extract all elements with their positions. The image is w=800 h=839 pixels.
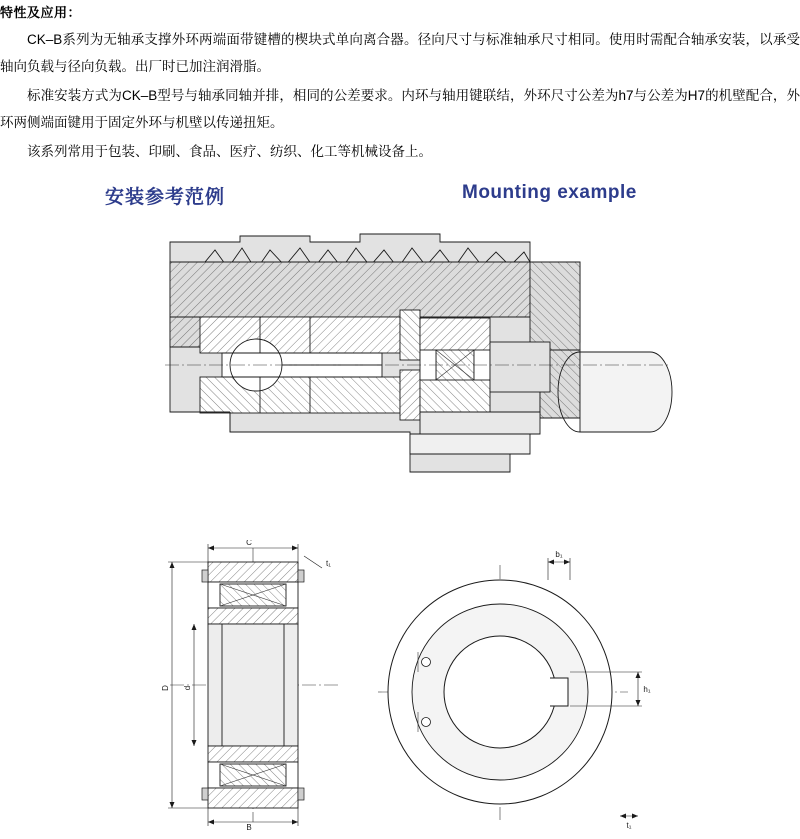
cover-plate <box>420 412 540 434</box>
paragraph-1: CK–B系列为无轴承支撑外环两端面带键槽的楔块式单向离合器。径向尺寸与标准轴承尺寸相同。使用时需配合轴承安装，以承受轴向负载与径向负载。出厂时已加注润滑脂。 <box>0 32 800 74</box>
dim-D-arrow-top <box>170 562 175 568</box>
dim-label-C: C <box>246 540 252 547</box>
bottom-plate <box>410 434 530 454</box>
dim-b1-arrow-left <box>548 560 554 565</box>
dim-b1-arrow-right <box>564 560 570 565</box>
fv-face-key-hole-bottom <box>422 718 431 727</box>
paragraph-2: 标准安装方式为CK–B型号与轴承同轴并排，相同的公差要求。内环与轴用键联结，外环尺寸公差为h7与公差为H7的机壁配合，外环两侧端面键用于固定外环与机壁以传递扭矩。 <box>0 88 800 130</box>
bearing-race-lower <box>420 378 490 412</box>
sv-outer-ring-top <box>208 562 298 582</box>
clutch-dimension-figures <box>150 540 680 830</box>
dim-label-B: B <box>246 823 252 830</box>
section-title: 特性及应用： <box>0 5 82 20</box>
sv-outer-ring-bottom <box>208 788 298 808</box>
sv-outer-ring-bottom-2 <box>208 746 298 762</box>
bearing-race-upper <box>420 318 490 352</box>
fv-keyway <box>550 678 568 706</box>
sv-outer-ring-top-2 <box>208 608 298 624</box>
clutch-outer-ring-upper <box>200 317 400 353</box>
sv-key-right-bottom <box>298 788 304 800</box>
dim-label-t1-top: t₁ <box>326 559 331 568</box>
dim-label-t1-bottom: t₁ <box>626 821 632 830</box>
clutch-dimension-svg <box>150 540 680 830</box>
shaft-sleeve <box>490 342 550 392</box>
sv-key-right-top <box>298 570 304 582</box>
figure-heading-row <box>0 182 800 212</box>
fv-bore-circle <box>444 636 556 748</box>
bearing-outer-upper <box>400 310 420 360</box>
dim-label-d: d <box>183 685 192 691</box>
fv-face-key-hole-top <box>422 658 431 667</box>
dim-C-arrow-right <box>292 546 298 551</box>
clutch-outer-ring-lower <box>200 377 400 413</box>
dim-B-arrow-left <box>208 820 214 825</box>
dim-h1-arrow-bottom <box>636 700 641 706</box>
sv-key-left-top <box>202 570 208 582</box>
housing-hatch-right <box>530 262 580 350</box>
sv-inner-body <box>208 624 298 746</box>
mounting-example-svg <box>110 222 690 532</box>
output-shaft <box>580 352 672 432</box>
housing-hatch-upper <box>170 262 530 317</box>
dim-label-b1: b₁ <box>555 550 563 559</box>
heading-english: Mounting example <box>462 182 637 203</box>
dim-D-arrow-bottom <box>170 802 175 808</box>
paragraph-3: 该系列常用于包装、印刷、食品、医疗、纺织、化工等机械设备上。 <box>27 144 432 159</box>
dim-d-arrow-top <box>192 624 197 630</box>
dim-label-h1: h₁ <box>643 685 651 694</box>
dim-t1-bottom-arrow-right <box>632 814 638 819</box>
bearing-outer-lower <box>400 370 420 420</box>
sv-key-left-bottom <box>202 788 208 800</box>
dim-t1-bottom-arrow-left <box>620 814 626 819</box>
dim-B-arrow-right <box>292 820 298 825</box>
dim-t1-leader <box>304 556 322 568</box>
dim-C-arrow-left <box>208 546 214 551</box>
mounting-example-figure <box>110 222 690 532</box>
dim-d-arrow-bottom <box>192 740 197 746</box>
body-text-block <box>0 26 800 167</box>
dim-label-D: D <box>161 685 170 691</box>
heading-chinese: 安装参考范例 <box>105 187 226 208</box>
dim-h1-arrow-top <box>636 672 641 678</box>
